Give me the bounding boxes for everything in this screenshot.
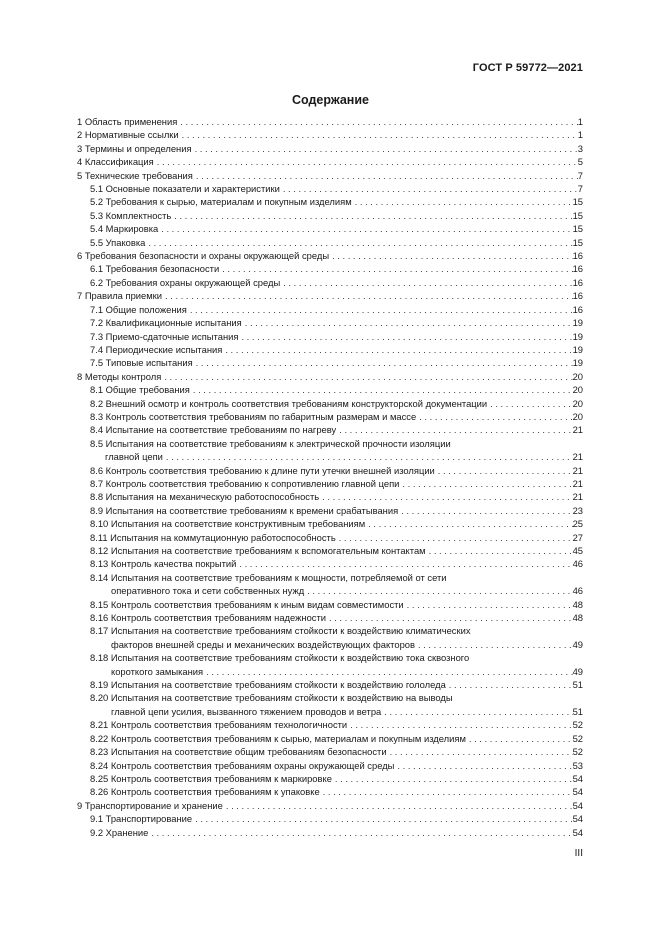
toc-entry-title: 8.3 Контроль соответствия требованиям по габаритным размерам и массе [90, 410, 419, 423]
toc-entry-page: 15 [572, 196, 583, 208]
toc-entry-title: 6.2 Требования охраны окружающей среды [90, 276, 283, 289]
toc-entry[interactable] [77, 289, 583, 302]
toc-entry-title: 5.2 Требования к сырью, материалам и покупным изделиям [90, 195, 355, 208]
toc-entry-title: 7.2 Квалификационные испытания [90, 316, 245, 329]
toc-entry-title: 8 Методы контроля [77, 370, 164, 383]
dot-leader [226, 799, 573, 812]
dot-leader [164, 370, 572, 383]
toc-entry[interactable] [77, 517, 583, 530]
toc-entry-title-continued: короткого замыкания [111, 665, 206, 678]
toc-entry[interactable] [77, 477, 583, 490]
toc-entry[interactable] [77, 316, 583, 329]
toc-entry-title: 8.25 Контроль соответствия требованиям к маркировке [90, 772, 335, 785]
page-number: III [574, 848, 583, 859]
toc-entry-title: 8.4 Испытание на соответствие требованиям по нагреву [90, 423, 339, 436]
toc-entry[interactable] [77, 142, 583, 155]
toc-entry-title: 2 Нормативные ссылки [77, 128, 182, 141]
dot-leader [283, 182, 578, 195]
toc-entry-page: 16 [572, 263, 583, 275]
dot-leader [245, 316, 573, 329]
toc-entry-page: 20 [572, 370, 583, 382]
toc-entry-title: 8.20 Испытания на соответствие требованиям стойкости к воздействию на выводы [90, 692, 456, 703]
dot-leader [196, 356, 573, 369]
toc-entry-title: 8.13 Контроль качества покрытий [90, 557, 239, 570]
dot-leader [323, 785, 573, 798]
dot-leader [490, 397, 572, 410]
toc-entry-page: 52 [572, 719, 583, 731]
toc-entry-page: 48 [572, 612, 583, 624]
toc-entry[interactable] [77, 383, 583, 396]
toc-entry-line-1 [90, 437, 583, 450]
toc-entry[interactable] [77, 262, 583, 275]
toc-entry-page: 53 [572, 759, 583, 771]
dot-leader [438, 464, 573, 477]
toc-entry-title: 8.19 Испытания на соответствие требованиям стойкости к воздействию гололеда [90, 678, 449, 691]
toc-entry[interactable] [77, 651, 583, 678]
toc-entry-title: 7 Правила приемки [77, 289, 165, 302]
dot-leader [241, 330, 572, 343]
toc-entry-title: 8.5 Испытания на соответствие требованиям к электрической прочности изоляции [90, 438, 454, 449]
dot-leader [429, 544, 573, 557]
toc-entry-title: 5.1 Основные показатели и характеристики [90, 182, 283, 195]
dot-leader [384, 705, 572, 718]
toc-entry-page: 3 [577, 142, 583, 154]
toc-entry-title: 7.4 Периодические испытания [90, 343, 225, 356]
dot-leader [195, 142, 578, 155]
toc-entry-page: 15 [572, 223, 583, 235]
toc-entry[interactable] [77, 772, 583, 785]
toc-entry[interactable] [77, 276, 583, 289]
toc-entry[interactable] [77, 691, 583, 718]
toc-entry[interactable] [77, 571, 583, 598]
dot-leader [419, 410, 572, 423]
toc-entry-page: 7 [577, 183, 583, 195]
toc-entry-page: 49 [572, 665, 583, 677]
toc-entry[interactable] [77, 155, 583, 168]
toc-entry-page: 19 [572, 317, 583, 329]
dot-leader [222, 262, 572, 275]
toc-entry-title: 8.1 Общие требования [90, 383, 193, 396]
dot-leader [390, 745, 573, 758]
toc-entry[interactable] [77, 624, 583, 651]
table-of-contents [77, 115, 583, 839]
toc-entry-page: 16 [572, 303, 583, 315]
toc-entry[interactable] [77, 785, 583, 798]
toc-entry-page: 19 [572, 343, 583, 355]
toc-entry-title-continued: оперативного тока и сети собственных нужд [111, 584, 307, 597]
toc-entry[interactable] [77, 544, 583, 557]
toc-entry[interactable] [77, 343, 583, 356]
toc-entry-page: 20 [572, 397, 583, 409]
toc-entry[interactable] [77, 356, 583, 369]
toc-entry[interactable] [77, 303, 583, 316]
toc-entry-page: 54 [572, 772, 583, 784]
toc-entry-page: 19 [572, 357, 583, 369]
dot-leader [407, 598, 573, 611]
toc-entry-title: 8.8 Испытания на механическую работоспособность [90, 490, 322, 503]
toc-entry-line-2 [90, 705, 583, 718]
toc-entry[interactable] [77, 115, 583, 128]
dot-leader [174, 209, 572, 222]
toc-entry[interactable] [77, 209, 583, 222]
toc-entry-title: 8.24 Контроль соответствия требованиям охраны окружающей среды [90, 759, 397, 772]
toc-entry-page: 1 [577, 116, 583, 127]
toc-entry-page: 21 [572, 424, 583, 436]
toc-entry[interactable] [77, 464, 583, 477]
dot-leader [332, 249, 572, 262]
dot-leader [151, 826, 572, 839]
dot-leader [165, 289, 573, 302]
toc-entry-page: 16 [572, 276, 583, 288]
toc-entry-page: 49 [572, 638, 583, 650]
dot-leader [193, 383, 573, 396]
toc-entry-line-1 [90, 624, 583, 637]
toc-entry[interactable] [77, 826, 583, 839]
toc-entry[interactable] [77, 598, 583, 611]
toc-entry-title: 8.16 Контроль соответствия требованиям надежности [90, 611, 329, 624]
dot-leader [283, 276, 572, 289]
toc-entry[interactable] [77, 557, 583, 570]
toc-entry[interactable] [77, 718, 583, 731]
toc-entry-title-continued: факторов внешней среды и механических воздействующих факторов [111, 638, 418, 651]
toc-entry-page: 51 [572, 679, 583, 691]
toc-entry[interactable] [77, 397, 583, 410]
toc-entry-title: 8.7 Контроль соответствия требованию к сопротивлению главной цепи [90, 477, 402, 490]
dot-leader [368, 517, 572, 530]
standard-designation: ГОСТ Р 59772—2021 [472, 62, 583, 74]
toc-entry[interactable] [77, 182, 583, 195]
toc-entry[interactable] [77, 611, 583, 624]
toc-entry-line-1 [90, 571, 583, 584]
toc-entry-title: 8.23 Испытания на соответствие общим требованиям безопасности [90, 745, 390, 758]
toc-entry-line-1 [90, 691, 583, 704]
toc-entry-title: 8.21 Контроль соответствия требованиям технологичности [90, 718, 350, 731]
toc-entry[interactable] [77, 195, 583, 208]
dot-leader [418, 638, 573, 651]
toc-entry-page: 1 [577, 129, 583, 141]
dot-leader [182, 128, 578, 141]
toc-entry-page: 45 [572, 545, 583, 556]
toc-entry-line-2 [90, 638, 583, 651]
dot-leader [449, 678, 573, 691]
toc-entry-page: 46 [572, 558, 583, 570]
toc-entry-page: 16 [572, 250, 583, 262]
toc-entry-title: 5.3 Комплектность [90, 209, 174, 222]
toc-entry[interactable] [77, 504, 583, 517]
toc-entry-title: 8.14 Испытания на соответствие требованиям к мощности, потребляемой от сети [90, 572, 450, 583]
toc-entry-title: 9.1 Транспортирование [90, 812, 195, 825]
page-title: Содержание [291, 93, 369, 107]
toc-entry-line-2 [90, 450, 583, 463]
toc-entry-title: 5.5 Упаковка [90, 236, 148, 249]
toc-entry-line-2 [90, 665, 583, 678]
dot-leader [225, 343, 572, 356]
toc-entry-title: 8.2 Внешний осмотр и контроль соответствия требованиям конструкторской документации [90, 397, 490, 410]
toc-entry-title: 6.1 Требования безопасности [90, 262, 222, 275]
toc-entry-page: 51 [572, 705, 583, 717]
dot-leader [307, 584, 572, 597]
toc-entry-title: 5 Технические требования [77, 169, 196, 182]
toc-entry-title: 6 Требования безопасности и охраны окружающей среды [77, 249, 332, 262]
toc-entry-title: 3 Термины и определения [77, 142, 195, 155]
toc-entry-title: 8.11 Испытания на коммутационную работоспособность [90, 531, 339, 544]
dot-leader [161, 222, 572, 235]
dot-leader [339, 531, 573, 544]
dot-leader [401, 504, 572, 517]
toc-entry-page: 54 [572, 799, 583, 811]
toc-entry[interactable] [77, 330, 583, 343]
toc-entry[interactable] [77, 812, 583, 825]
dot-leader [350, 718, 572, 731]
toc-entry-title: 8.22 Контроль соответствия требованиям к сырью, материалам и покупным изделиям [90, 732, 469, 745]
toc-entry-page: 15 [572, 236, 583, 248]
toc-entry-title: 8.15 Контроль соответствия требованиям к иным видам совместимости [90, 598, 407, 611]
toc-entry[interactable] [77, 759, 583, 772]
toc-entry-page: 20 [572, 384, 583, 396]
toc-entry-title: 8.18 Испытания на соответствие требованиям стойкости к воздействию тока сквозного [90, 652, 472, 663]
dot-leader [166, 450, 573, 463]
toc-entry-page: 52 [572, 732, 583, 744]
toc-entry-line-2 [90, 584, 583, 597]
toc-entry-title: 9.2 Хранение [90, 826, 151, 839]
toc-entry-title: 5.4 Маркировка [90, 222, 161, 235]
toc-entry[interactable] [77, 423, 583, 436]
toc-entry-title: 8.9 Испытания на соответствие требованиям к времени срабатывания [90, 504, 401, 517]
toc-entry-title: 8.12 Испытания на соответствие требованиям к вспомогательным контактам [90, 544, 429, 557]
toc-entry-page: 21 [572, 477, 583, 489]
toc-entry-page: 54 [572, 813, 583, 825]
dot-leader [339, 423, 572, 436]
toc-entry[interactable] [77, 128, 583, 141]
dot-leader [195, 812, 572, 825]
dot-leader [180, 115, 577, 128]
toc-entry-title: 1 Область применения [77, 115, 180, 128]
toc-entry-title: 8.26 Контроль соответствия требованиям к упаковке [90, 785, 323, 798]
toc-entry-page: 21 [572, 464, 583, 476]
toc-entry-title: 8.6 Контроль соответствия требованию к длине пути утечки внешней изоляции [90, 464, 438, 477]
toc-entry-line-1 [90, 651, 583, 664]
dot-leader [329, 611, 573, 624]
dot-leader [196, 169, 578, 182]
toc-entry-title: 7.3 Приемо-сдаточные испытания [90, 330, 241, 343]
toc-entry[interactable] [77, 222, 583, 235]
toc-entry[interactable] [77, 678, 583, 691]
toc-entry-page: 46 [572, 585, 583, 597]
dot-leader [402, 477, 572, 490]
dot-leader [148, 236, 572, 249]
dot-leader [469, 732, 573, 745]
toc-entry-page: 19 [572, 330, 583, 342]
dot-leader [322, 490, 572, 503]
toc-entry[interactable] [77, 799, 583, 812]
toc-entry[interactable] [77, 490, 583, 503]
toc-entry-title: 8.10 Испытания на соответствие конструктивным требованиям [90, 517, 368, 530]
toc-entry-page: 54 [572, 826, 583, 838]
toc-entry-title-continued: главной цепи усилия, вызванного тяжением проводов и ветра [111, 705, 384, 718]
toc-entry-title: 7.1 Общие положения [90, 303, 190, 316]
toc-entry-page: 25 [572, 518, 583, 530]
dot-leader [355, 195, 573, 208]
toc-entry[interactable] [77, 531, 583, 544]
toc-entry-page: 52 [572, 746, 583, 758]
dot-leader [157, 155, 578, 168]
toc-entry-page: 23 [572, 504, 583, 516]
toc-entry-title: 8.17 Испытания на соответствие требованиям стойкости к воздействию климатических [90, 625, 474, 636]
toc-entry-page: 5 [577, 156, 583, 168]
dot-leader [397, 759, 572, 772]
toc-entry-page: 21 [572, 491, 583, 503]
toc-entry-title: 9 Транспортирование и хранение [77, 799, 226, 812]
toc-entry-title: 7.5 Типовые испытания [90, 356, 196, 369]
toc-entry[interactable] [77, 732, 583, 745]
toc-entry-page: 15 [572, 209, 583, 221]
toc-entry-title: 4 Классификация [77, 155, 157, 168]
toc-entry-page: 16 [572, 290, 583, 302]
toc-entry[interactable] [77, 370, 583, 383]
toc-entry[interactable] [77, 236, 583, 249]
toc-entry[interactable] [77, 169, 583, 182]
dot-leader [206, 665, 572, 678]
toc-entry-page: 20 [572, 410, 583, 422]
toc-entry[interactable] [77, 410, 583, 423]
dot-leader [239, 557, 572, 570]
toc-entry-page: 48 [572, 598, 583, 610]
toc-entry-title-continued: главной цепи [105, 450, 166, 463]
toc-entry[interactable] [77, 745, 583, 758]
toc-entry-page: 54 [572, 786, 583, 798]
toc-entry-page: 27 [572, 531, 583, 543]
dot-leader [190, 303, 573, 316]
toc-entry[interactable] [77, 437, 583, 464]
toc-entry[interactable] [77, 249, 583, 262]
toc-entry-page: 7 [577, 169, 583, 181]
toc-entry-page: 21 [572, 451, 583, 463]
dot-leader [335, 772, 573, 785]
